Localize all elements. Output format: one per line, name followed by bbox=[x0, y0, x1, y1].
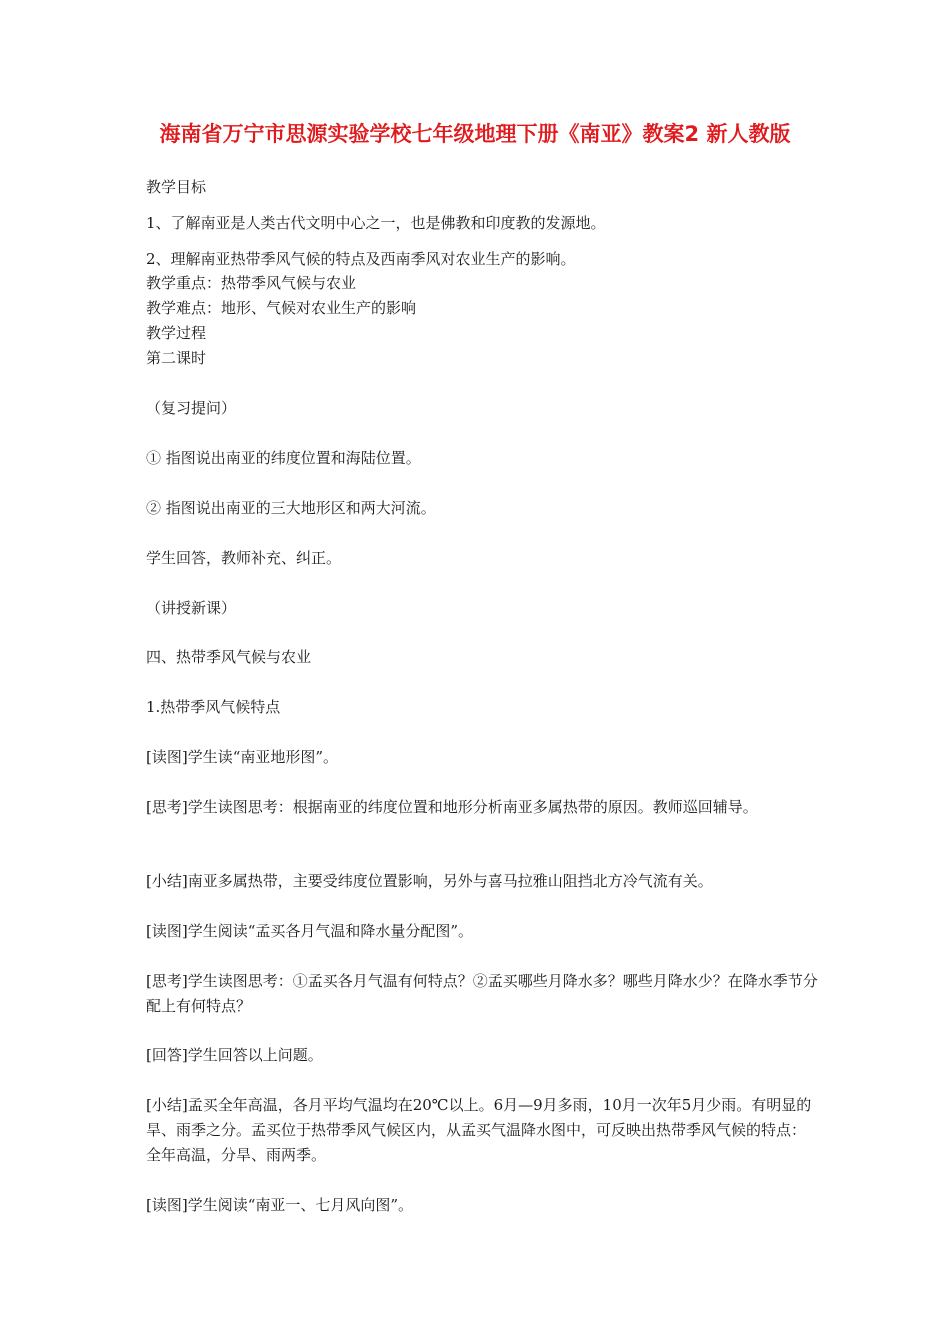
section-heading-process: 教学过程 bbox=[146, 324, 207, 342]
answer: [回答]学生回答以上问题。 bbox=[146, 1046, 323, 1064]
read-map-2: [读图]学生阅读“孟买各月气温和降水量分配图”。 bbox=[146, 922, 474, 940]
document-title: 海南省万宁市思源实验学校七年级地理下册《南亚》教案2 新人教版 bbox=[159, 122, 791, 146]
lesson-period: 第二课时 bbox=[146, 349, 207, 367]
summary-1: [小结]南亚多属热带，主要受纬度位置影响，另外与喜马拉雅山阻挡北方冷气流有关。 bbox=[146, 872, 713, 890]
read-map-3: [读图]学生阅读“南亚一、七月风向图”。 bbox=[146, 1196, 414, 1214]
difficult-point: 教学难点：地形、气候对农业生产的影响 bbox=[146, 299, 417, 317]
review-heading: （复习提问） bbox=[146, 399, 237, 417]
key-point: 教学重点：热带季风气候与农业 bbox=[146, 274, 357, 292]
section-heading-objectives: 教学目标 bbox=[146, 178, 207, 196]
summary-2: [小结]孟买全年高温，各月平均气温均在20℃以上。6月—9月多雨，10月一次年5月少雨。有明显的旱、雨季之分。孟买位于热带季风气候区内，从孟买气温降水图中，可反映出热带季风气候的特点：全年高温，分旱、雨两季。 bbox=[146, 1096, 812, 1164]
subsection-heading: 1.热带季风气候特点 bbox=[146, 698, 281, 716]
new-lesson-heading: （讲授新课） bbox=[146, 599, 237, 617]
review-question-2: ② 指图说出南亚的三大地形区和两大河流。 bbox=[146, 499, 436, 517]
objective-1: 1、了解南亚是人类古代文明中心之一，也是佛教和印度教的发源地。 bbox=[146, 214, 606, 232]
review-question-1: ① 指图说出南亚的纬度位置和海陆位置。 bbox=[146, 449, 421, 467]
review-answer: 学生回答，教师补充、纠正。 bbox=[146, 549, 342, 567]
objective-2: 2、理解南亚热带季风气候的特点及西南季风对农业生产的影响。 bbox=[146, 250, 576, 268]
think-1: [思考]学生读图思考：根据南亚的纬度位置和地形分析南亚多属热带的原因。教师巡回辅导。 bbox=[146, 798, 758, 816]
read-map-1: [读图]学生读“南亚地形图”。 bbox=[146, 748, 339, 766]
think-2: [思考]学生读图思考：①孟买各月气温有何特点？②孟买哪些月降水多？哪些月降水少？在降水季节分配上有何特点？ bbox=[146, 972, 818, 1015]
section-four-heading: 四、热带季风气候与农业 bbox=[146, 648, 312, 666]
